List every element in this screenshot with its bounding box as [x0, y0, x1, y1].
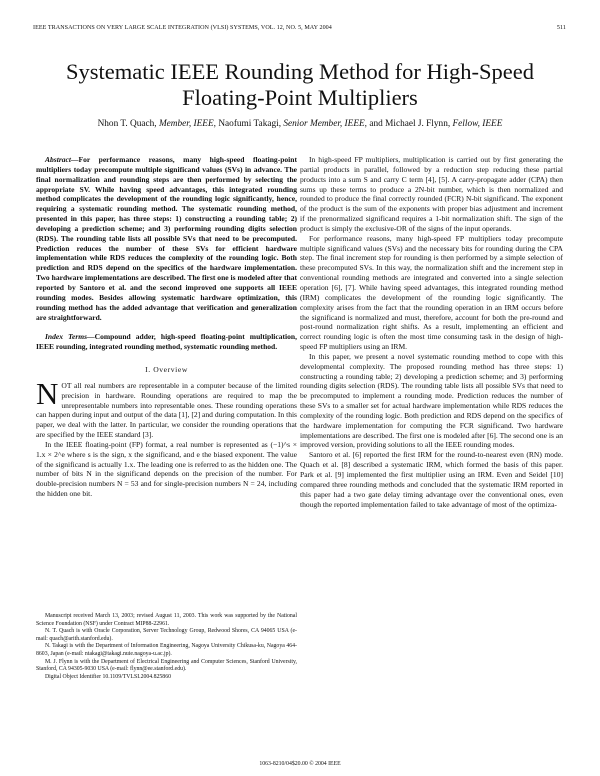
right-paragraph-3: In this paper, we present a novel systematic rounding method to cope with this developmental complexity. The proposed rounding method has three steps: 1) constructing a rounding table; 2) developing a prediction scheme; and 3) performing rounding digits selection (RDS). The rounding table lists all possible SVs that need to be precomputed to implement a rounding mode. Prediction reduces the number of these SVs to a smaller set for actual hardware implementation while RDS reduces the complexity of the rounding logic. Both prediction and RDS depend on the specifics of the hardware implementation for computing the FCR significand. Two hardware implementations are described. The first one is modeled after [6]. The second one is an improved version, providing solutions to all the IEEE rounding modes.: [300, 351, 563, 450]
footnote-flynn: M. J. Flynn is with the Department of Electrical Engineering and Computer Sciences, Stanford University, Stanford, CA 94305-9030 USA (e-mail: flynn@ee.stanford.edu).: [36, 658, 297, 673]
left-column: [36, 155, 297, 499]
index-terms-text: Compound adder, high-speed floating-point multiplication, IEEE rounding, integrated rounding method, systematic rounding method.: [36, 332, 297, 352]
doi-identifier: Digital Object Identifier 10.1109/TVLSI.2004.825860: [45, 673, 172, 680]
abstract-label: Abstract—: [45, 155, 79, 164]
index-terms-label: Index Terms—: [45, 332, 95, 342]
paper-title: [20, 59, 580, 111]
author-3-role: Fellow, IEEE: [452, 119, 503, 129]
journal-name: IEEE TRANSACTIONS ON VERY LARGE SCALE INTEGRATION (VLSI) SYSTEMS, VOL. 12, NO. 5, MAY 2004: [33, 25, 332, 31]
index-terms: [36, 332, 297, 352]
title-line-1: Systematic IEEE Rounding Method for High-Speed: [65, 59, 535, 84]
running-header: [33, 25, 566, 31]
footnote-manuscript: Manuscript received March 13, 2003; revised August 11, 2003. This work was supported by the National Science Foundation (NSF) under Contract MIP88-22961.: [36, 613, 297, 627]
right-paragraph-1: In high-speed FP multipliers, multiplication is carried out by first generating the partial products in parallel, followed by a reduction step reducing these partial products into a sum S and carry C term [4], [5]. A carry-propagate adder (CPA) then sums up these terms to produce a 2N-bit number, which is then normalized and rounded to produce the final correctly rounded (FCR) N-bit significand. The exponent of the product is the sum of the exponents with proper bias adjustment and increment if the prenormalized significand requires a 1-bit normalization shift. The sign of the product is simply the exclusive-OR of the signs of the input operands.: [300, 155, 563, 233]
abstract: [36, 155, 297, 322]
footnote-takagi: N. Takagi is with the Department of Information Engineering, Nagoya University Chikusa-ku, Nagoya 464-8603, Japan (e-mail: ntakagi@takagi.nuie.nagoya-u.ac.jp).: [36, 643, 297, 657]
overview-p1-text: OT all real numbers are representable in a computer because of the limited precision in hardware. Rounding operations are required to map the unrepresentable numbers into representable ones. These rounding operations can happen during input and output of the data [1], [2] and during computation. In this paper, we deal with the latter. In particular, we consider the rounding operations that are specified by the IEEE standard [3].: [36, 380, 297, 440]
right-paragraph-4: Santoro et al. [6] reported the first IRM for the round-to-nearest even (RN) mode. Quach et al. [8] described a systematic IRM, which formed the basis of this paper. Park et al. [9] implemented the first multiplier using an IRM. Even and Seidel [10] compared three rounding methods and concluded that the systematic IRM reported in this paper had a two gate delay timing advantage over the conventional ones, even though the reported implementation failed to take advantage of most of the optimiza-: [300, 450, 563, 509]
footnotes: [36, 613, 297, 681]
section-heading: I. Overview: [145, 365, 188, 375]
author-3-name: and Michael J. Flynn,: [369, 119, 451, 129]
drop-cap: N: [36, 375, 59, 411]
page-number: 511: [556, 25, 566, 31]
overview-paragraph-1: [36, 375, 297, 440]
author-1-name: Nhon T. Quach,: [97, 119, 157, 129]
author-1-role: Member, IEEE,: [158, 119, 216, 129]
author-2-role: Senior Member, IEEE,: [283, 119, 368, 129]
right-column: [300, 155, 563, 509]
right-paragraph-2: For performance reasons, many high-speed FP multipliers today precompute multiple significand values (SVs) and the necessary bits for rounding during the CPA step. The final increment step for rounding is then performed by a simple selection of these precomputed SVs. In this way, the normalization shift and the increment step in conventional rounding methods are integrated and converted into a single selection operation [6], [7]. While having speed advantages, this integrated rounding method (IRM) complicates the development of the rounding logic significantly. The complexity arises from the fact that the rounding operation in an IRM occurs before the significand is normalized and must, therefore, account for both the pre-round and post-round normalization right shifts. As a result, implementing an efficient and correct rounding logic is often the most time consuming task in the design of high-speed FP multipliers using an IRM.: [300, 233, 563, 352]
title-line-2: Floating-Point Multipliers: [182, 85, 418, 110]
footnote-quach: N. T. Quach is with Oracle Corporation, Server Technology Group, Redwood Shores, CA 94065 USA (e-mail: quach@arith.stanford.edu).: [36, 628, 297, 642]
author-2-name: Naofumi Takagi,: [218, 119, 282, 129]
abstract-text: For performance reasons, many high-speed floating-point multipliers today precompute multiple significand values (SVs) in advance. The final normalization and rounding steps are then performed by selecting the appropriate SV. While having speed advantages, this integrated rounding method complicates the development of the rounding logic significantly, hence, requiring a systematic rounding method. The systematic rounding method, presented in this paper, has three steps: 1) constructing a rounding table; 2) developing a prediction scheme; and 3) performing rounding digits selection (RDS). The rounding table lists all possible SVs that need to be precomputed. Prediction reduces the number of these SVs for efficient hardware implementation while RDS reduces the complexity of the rounding logic. Both prediction and RDS depend on the specifics of the hardware implementation. Two hardware implementations are described. The first one is modeled after that reported by Santoro et al. and the second improved one supports all IEEE rounding modes. Besides allowing systematic hardware optimization, this rounding method has the added advantage that verification and generalization are straightforward.: [36, 155, 297, 322]
overview-paragraph-2: In the IEEE floating-point (FP) format, a real number is represented as (−1)^s × 1.x × 2^e where s is the sign, x the significand, and e the biased exponent. The value of the significand is actually 1.x. The leading one is referred to as the hidden one. The number of bits N in the significand depends on the precision of the number. For double-precision numbers N = 53 and for single-precision numbers N = 24, including the hidden one bit.: [36, 439, 297, 499]
author-list: [20, 119, 580, 129]
footer-copyright: 1063-8210/04$20.00 © 2004 IEEE: [259, 761, 341, 767]
